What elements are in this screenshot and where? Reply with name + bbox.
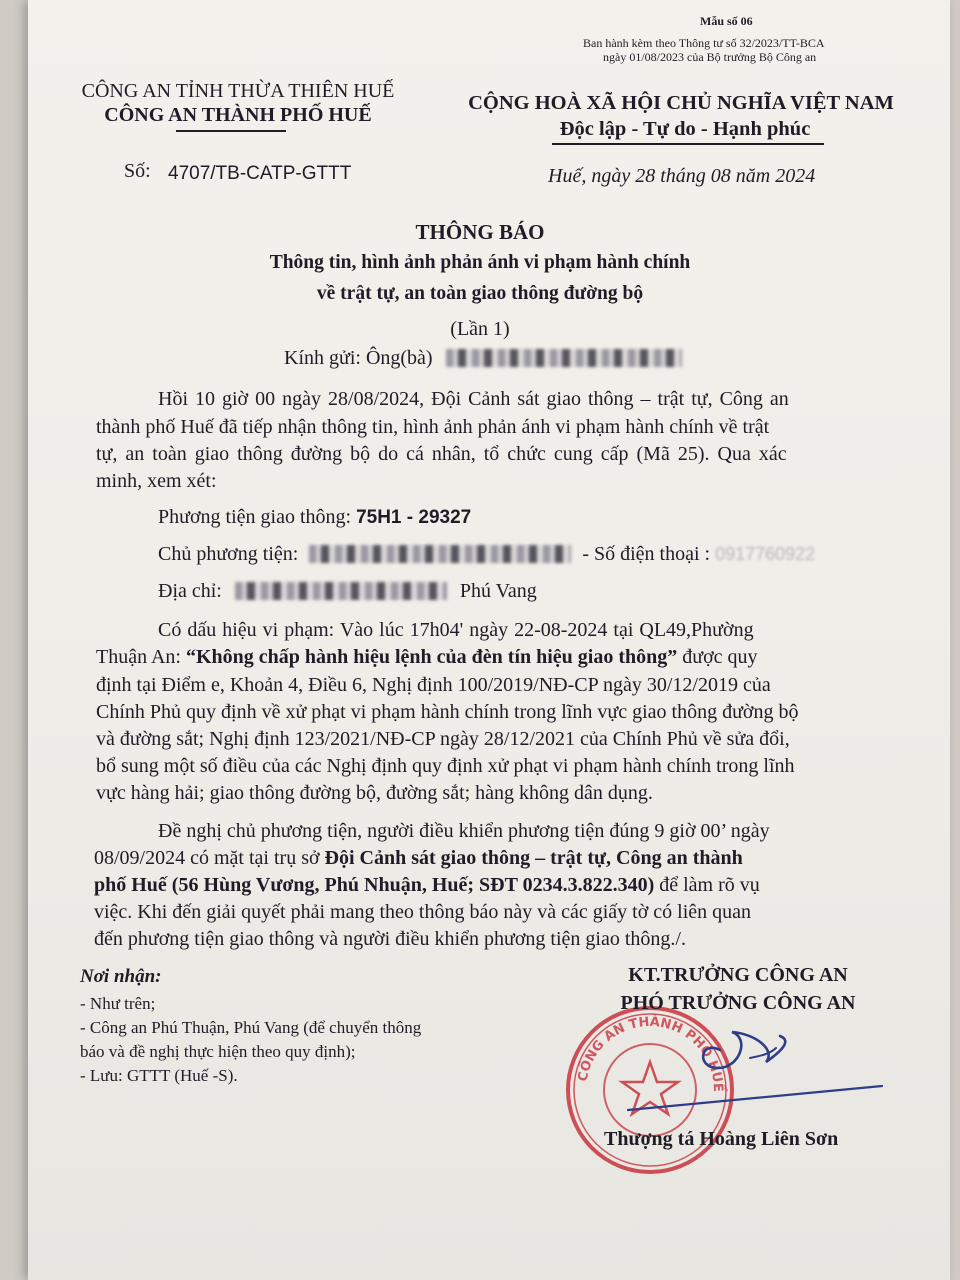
redacted-recipient-name (446, 349, 682, 367)
recipient-line: - Như trên; (80, 994, 156, 1013)
vehicle-plate: 75H1 - 29327 (356, 507, 472, 528)
form-issued-line-1: Ban hành kèm theo Thông tư số 32/2023/TT-BCA (583, 36, 825, 50)
violation-line: Có dấu hiệu vi phạm: Vào lúc 17h04' ngày 22-08-2024 tại QL49,Phường (158, 619, 754, 641)
redacted-address (235, 582, 447, 600)
signature-title-1: KT.TRƯỞNG CÔNG AN (628, 964, 848, 986)
signature-title-2: PHÓ TRƯỞNG CÔNG AN (620, 992, 856, 1014)
redacted-owner-name (309, 545, 571, 563)
request-line: đến phương tiện giao thông và người điều khiển phương tiện giao thông./. (94, 928, 686, 950)
nation-motto: Độc lập - Tự do - Hạnh phúc (559, 118, 811, 140)
address-value: Phú Vang (459, 580, 537, 602)
vehicle-label: Phương tiện giao thông: (158, 506, 352, 528)
request-date: 08/09/2024 có mặt tại trụ sở (94, 847, 325, 869)
notice-subtitle-1: Thông tin, hình ảnh phản ánh vi phạm hành chính (269, 252, 691, 273)
request-line: việc. Khi đến giải quyết phải mang theo thông báo này và các giấy tờ có liên quan (94, 901, 752, 923)
nation-title: CỘNG HOÀ XÃ HỘI CHỦ NGHĨA VIỆT NAM (468, 92, 894, 114)
place-date: Huế, ngày 28 tháng 08 năm 2024 (548, 165, 816, 187)
violation-location: Thuận An: (96, 646, 186, 668)
intro-line: thành phố Huế đã tiếp nhận thông tin, hình ảnh phản ánh vi phạm hành chính về trật (96, 416, 770, 438)
request-address: phố Huế (56 Hùng Vương, Phú Nhuận, Huế; SĐT 0234.3.822.340) (94, 874, 655, 896)
recipient-line: báo và đề nghị thực hiện theo quy định); (80, 1042, 356, 1061)
violation-line (96, 646, 758, 669)
greeting-label: Kính gửi: Ông(bà) (284, 347, 433, 369)
request-line-tail: để làm rõ vụ (654, 874, 760, 896)
request-office: Đội Cảnh sát giao thông – trật tự, Công an thành (324, 847, 743, 869)
notice-title: THÔNG BÁO (415, 220, 545, 244)
request-line (94, 874, 760, 897)
phone-value-faded: 0917760922 (715, 544, 816, 564)
form-issued-line-2: ngày 01/08/2023 của Bộ trưởng Bộ Công an (603, 50, 817, 64)
violation-line: bổ sung một số điều của các Nghị định quy định xử phạt vi phạm hành chính trong lĩnh (96, 755, 795, 777)
owner-label: Chủ phương tiện: (158, 543, 299, 565)
form-number: Mẫu số 06 (700, 14, 753, 28)
intro-line: minh, xem xét: (96, 470, 217, 492)
violation-line: và đường sắt; Nghị định 123/2021/NĐ-CP ngày 28/12/2021 của Chính Phủ về sửa đổi, (96, 728, 790, 750)
violation-line-tail: được quy (677, 646, 758, 668)
vehicle-row (158, 506, 471, 529)
handwritten-signature (600, 1010, 900, 1130)
request-line (94, 847, 743, 870)
address-label: Địa chỉ: (158, 580, 222, 602)
owner-row (158, 543, 815, 566)
violation-description: “Không chấp hành hiệu lệnh của đèn tín hiệu giao thông” (186, 646, 678, 668)
request-line: Đề nghị chủ phương tiện, người điều khiển phương tiện đúng 9 giờ 00’ ngày (158, 820, 770, 842)
intro-line: Hồi 10 giờ 00 ngày 28/08/2024, Đội Cảnh sát giao thông – trật tự, Công an (158, 388, 789, 410)
doc-number-label: Số: (124, 160, 151, 182)
org-underline (176, 130, 286, 132)
org-name: CÔNG AN THÀNH PHỐ HUẾ (104, 104, 372, 126)
signer-name: Thượng tá Hoàng Liên Sơn (604, 1128, 839, 1150)
motto-underline (552, 143, 824, 145)
address-row (158, 580, 537, 603)
org-parent: CÔNG AN TỈNH THỪA THIÊN HUẾ (81, 80, 395, 102)
phone-label: - Số điện thoại : (582, 543, 711, 565)
notice-round: (Lần 1) (450, 318, 510, 340)
violation-line: vực hàng hải; giao thông đường bộ, đường sắt; hàng không dân dụng. (96, 782, 653, 804)
recipient-line: - Lưu: GTTT (Huế -S). (80, 1066, 238, 1085)
recipients-heading: Nơi nhận: (80, 966, 162, 987)
greeting (284, 347, 682, 370)
doc-number-value: 4707/TB-CATP-GTTT (168, 163, 352, 184)
intro-line: tự, an toàn giao thông đường bộ do cá nhân, tổ chức cung cấp (Mã 25). Qua xác (96, 443, 787, 465)
violation-line: định tại Điểm e, Khoản 4, Điều 6, Nghị định 100/2019/NĐ-CP ngày 30/12/2019 của (96, 674, 771, 696)
seal-text: CÔNG AN THÀNH PHỐ HUẾ (575, 1014, 726, 1093)
notice-subtitle-2: về trật tự, an toàn giao thông đường bộ (316, 283, 644, 304)
violation-line: Chính Phủ quy định về xử phạt vi phạm hành chính trong lĩnh vực giao thông đường bộ (96, 701, 799, 723)
recipient-line: - Công an Phú Thuận, Phú Vang (để chuyển thông (80, 1018, 422, 1037)
